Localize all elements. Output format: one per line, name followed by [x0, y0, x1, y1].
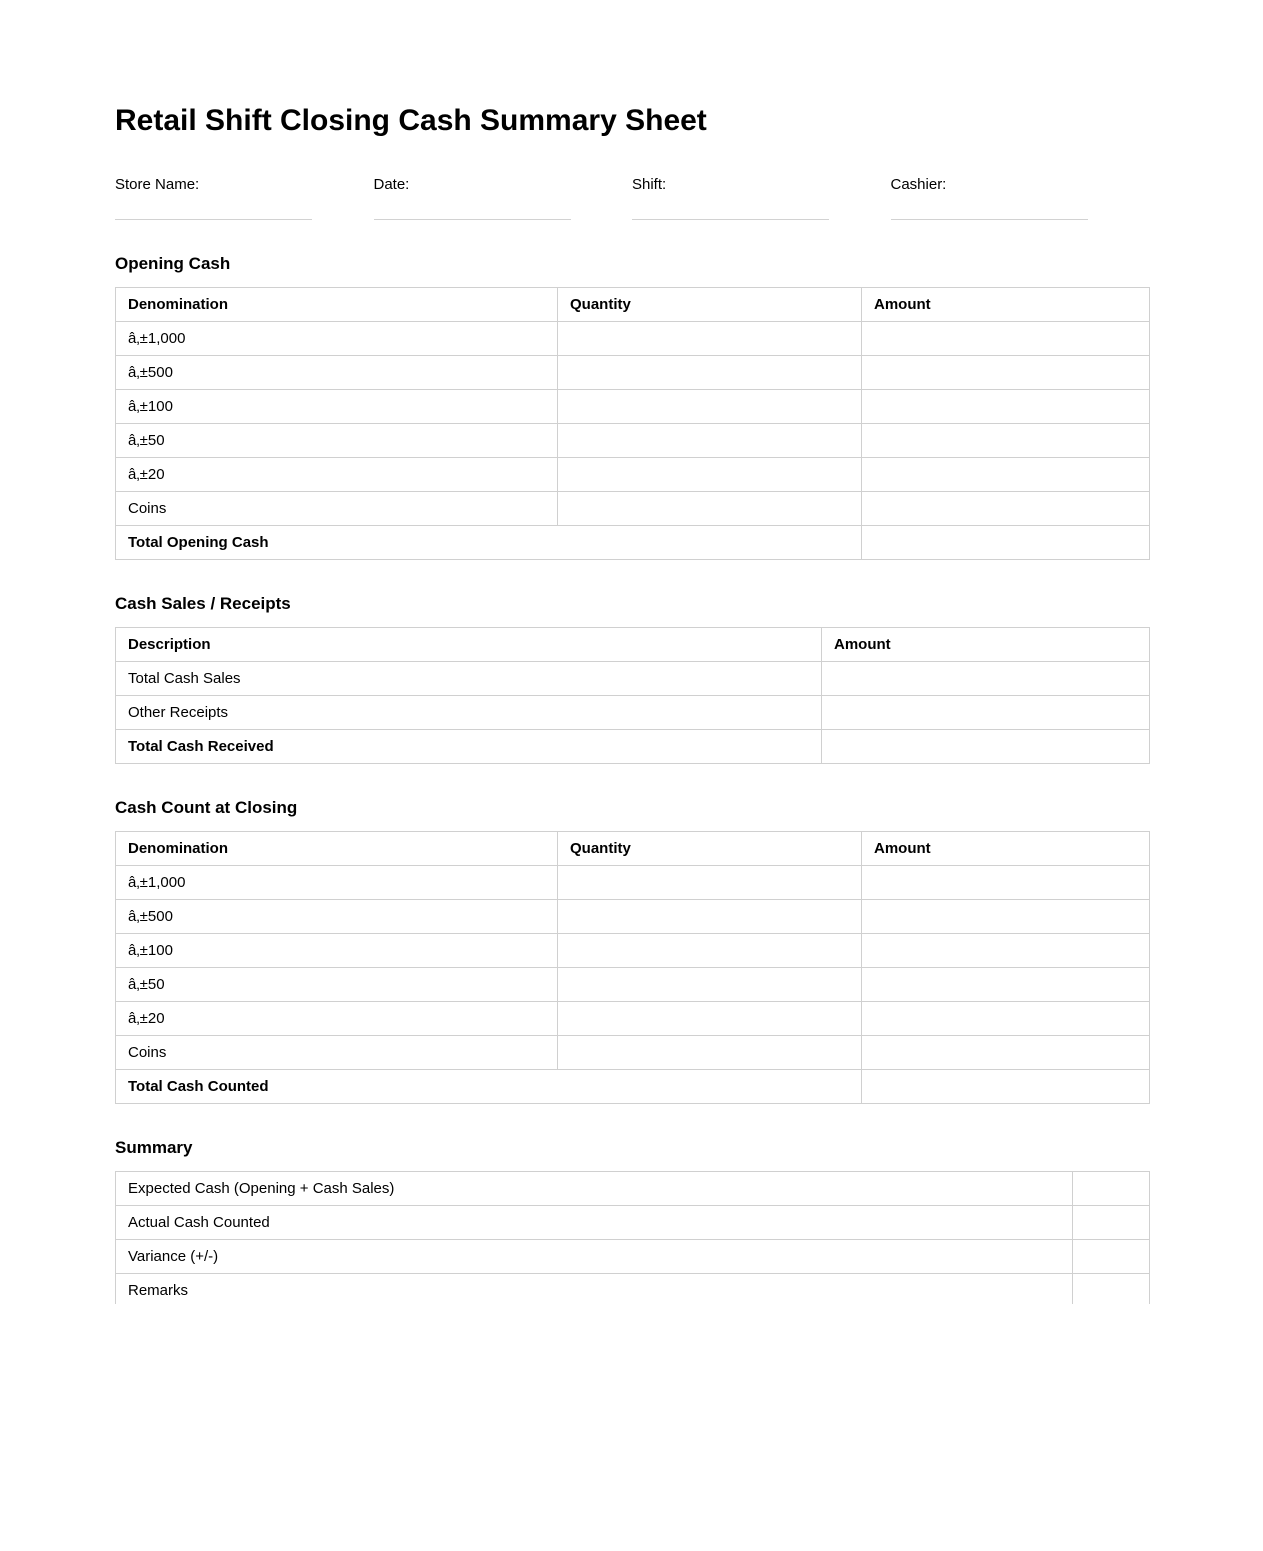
denomination-cell: â‚±20 — [116, 458, 558, 492]
denomination-cell: â‚±100 — [116, 934, 558, 968]
denomination-cell: â‚±500 — [116, 900, 558, 934]
table-row — [116, 322, 1150, 356]
denomination-cell: Coins — [116, 1036, 558, 1070]
header-fields — [115, 176, 1149, 220]
table-row — [116, 390, 1150, 424]
amount-cell-empty — [862, 1002, 1150, 1036]
table-row — [116, 492, 1150, 526]
field-label-date: Date: — [373, 176, 410, 193]
column-header-amount: Amount — [862, 832, 1150, 866]
summary-label-cell: Variance (+/-) — [116, 1240, 1073, 1274]
document-content — [115, 0, 1149, 1304]
table-row — [116, 1240, 1150, 1274]
amount-cell-empty — [862, 1070, 1150, 1104]
summary-value-cell-empty — [1073, 1206, 1150, 1240]
total-row — [116, 730, 1150, 764]
amount-cell-empty — [862, 526, 1150, 560]
quantity-cell-empty — [558, 1036, 862, 1070]
amount-cell-empty — [862, 390, 1150, 424]
description-cell: Total Cash Sales — [116, 662, 822, 696]
quantity-cell-empty — [558, 322, 862, 356]
table-row — [116, 424, 1150, 458]
quantity-cell-empty — [558, 390, 862, 424]
quantity-cell-empty — [558, 900, 862, 934]
table-row — [116, 866, 1150, 900]
amount-cell-empty — [862, 900, 1150, 934]
column-header-quantity: Quantity — [558, 832, 862, 866]
summary-label-cell: Actual Cash Counted — [116, 1206, 1073, 1240]
fill-in-line-date — [374, 219, 571, 220]
denomination-cell: â‚±500 — [116, 356, 558, 390]
table-row — [116, 934, 1150, 968]
page-title: Retail Shift Closing Cash Summary Sheet — [115, 104, 707, 137]
summary-table — [115, 1171, 1150, 1304]
column-header-amount: Amount — [822, 628, 1150, 662]
quantity-cell-empty — [558, 356, 862, 390]
table-row — [116, 1206, 1150, 1240]
amount-cell-empty — [862, 492, 1150, 526]
summary-value-cell-empty — [1073, 1240, 1150, 1274]
fill-in-line-shift — [632, 219, 829, 220]
total-label-cell: Total Cash Received — [116, 730, 822, 764]
field-date — [374, 176, 633, 220]
field-label-cashier: Cashier: — [890, 176, 947, 193]
amount-cell-empty — [862, 1036, 1150, 1070]
table-row — [116, 356, 1150, 390]
denomination-cell: â‚±1,000 — [116, 322, 558, 356]
table-row — [116, 1036, 1150, 1070]
summary-label-cell: Expected Cash (Opening + Cash Sales) — [116, 1172, 1073, 1206]
table-row — [116, 1172, 1150, 1206]
closing-count-table — [115, 831, 1150, 1104]
column-header-description: Description — [116, 628, 822, 662]
denomination-cell: â‚±20 — [116, 1002, 558, 1036]
amount-cell-empty — [862, 356, 1150, 390]
opening-cash-table — [115, 287, 1150, 560]
quantity-cell-empty — [558, 424, 862, 458]
total-row — [116, 526, 1150, 560]
quantity-cell-empty — [558, 458, 862, 492]
section-heading-cash-sales: Cash Sales / Receipts — [115, 594, 291, 613]
table-row — [116, 968, 1150, 1002]
table-row — [116, 696, 1150, 730]
field-shift — [632, 176, 891, 220]
amount-cell-empty — [862, 934, 1150, 968]
denomination-cell: â‚±100 — [116, 390, 558, 424]
cash-sales-table — [115, 627, 1150, 764]
denomination-cell: Coins — [116, 492, 558, 526]
amount-cell-empty — [862, 322, 1150, 356]
column-header-denomination: Denomination — [116, 832, 558, 866]
field-label-store-name: Store Name: — [115, 176, 200, 193]
total-label-cell: Total Opening Cash — [116, 526, 862, 560]
column-header-quantity: Quantity — [558, 288, 862, 322]
quantity-cell-empty — [558, 1002, 862, 1036]
fill-in-line-store-name — [115, 219, 312, 220]
amount-cell-empty — [862, 458, 1150, 492]
denomination-cell: â‚±1,000 — [116, 866, 558, 900]
description-cell: Other Receipts — [116, 696, 822, 730]
section-heading-closing-count: Cash Count at Closing — [115, 798, 298, 817]
table-row — [116, 458, 1150, 492]
summary-label-cell: Remarks — [116, 1274, 1073, 1305]
table-row — [116, 1274, 1150, 1305]
total-row — [116, 1070, 1150, 1104]
column-header-denomination: Denomination — [116, 288, 558, 322]
summary-value-cell-empty — [1073, 1172, 1150, 1206]
amount-cell-empty — [862, 866, 1150, 900]
quantity-cell-empty — [558, 968, 862, 1002]
field-cashier — [891, 176, 1150, 220]
table-header-row — [116, 288, 1150, 322]
quantity-cell-empty — [558, 866, 862, 900]
amount-cell-empty — [862, 424, 1150, 458]
amount-cell-empty — [822, 696, 1150, 730]
section-heading-opening-cash: Opening Cash — [115, 254, 231, 273]
table-header-row — [116, 628, 1150, 662]
denomination-cell: â‚±50 — [116, 424, 558, 458]
quantity-cell-empty — [558, 934, 862, 968]
table-row — [116, 1002, 1150, 1036]
field-label-shift: Shift: — [632, 176, 667, 193]
denomination-cell: â‚±50 — [116, 968, 558, 1002]
summary-value-cell-empty — [1073, 1274, 1150, 1305]
table-header-row — [116, 832, 1150, 866]
table-row — [116, 662, 1150, 696]
section-heading-summary: Summary — [115, 1138, 193, 1157]
table-row — [116, 900, 1150, 934]
total-label-cell: Total Cash Counted — [116, 1070, 862, 1104]
amount-cell-empty — [822, 662, 1150, 696]
amount-cell-empty — [822, 730, 1150, 764]
quantity-cell-empty — [558, 492, 862, 526]
amount-cell-empty — [862, 968, 1150, 1002]
column-header-amount: Amount — [862, 288, 1150, 322]
field-store-name — [115, 176, 374, 220]
fill-in-line-cashier — [891, 219, 1088, 220]
